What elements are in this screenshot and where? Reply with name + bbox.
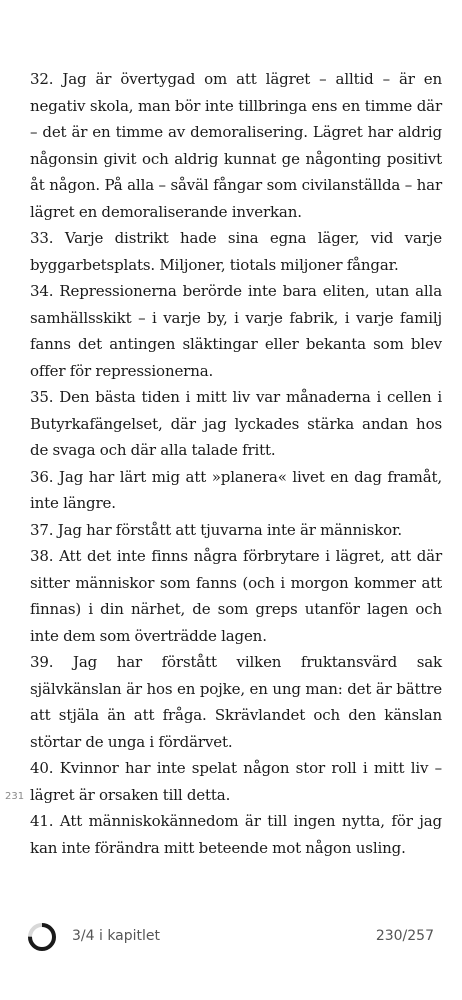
reader-footer [0, 920, 462, 954]
paragraph-37: 37. Jag har förstått att tjuvarna inte är människor. [30, 520, 403, 539]
paragraph-33: 33. Varje distrikt hade sina egna läger, vid varje byggarbetsplats. Miljoner, tiotals miljoner fångar. [30, 229, 442, 274]
paragraph-36: 36. Jag har lärt mig att »planera« livet en dag framåt, inte längre. [30, 467, 442, 512]
chapter-progress-label[interactable]: 3/4 i kapitlet [72, 928, 161, 944]
paragraph-32: 32. Jag är övertygad om att lägret – alltid – är en negativ skola, man bör inte tillbringa ens en timme där – det är en timme av demoralisering. Lägret har aldrig någonsin givit och aldrig kunnat ge någonting positivt åt någon. På alla – såväl fångar som civilanställda – har lägret en demoraliserande inverkan. [30, 70, 442, 221]
paragraph-41: 41. Att människokännedom är till ingen nytta, för jag kan inte förändra mitt beteende mot någon usling. [30, 812, 442, 857]
paragraph-40: 40. Kvinnor har inte spelat någon stor roll i mitt liv – lägret är orsaken till detta. [30, 759, 442, 804]
paragraph-35: 35. Den bästa tiden i mitt liv var månaderna i cellen i Butyrkafängelset, där jag lyckades stärka andan hos de svaga och där alla talade fritt. [30, 388, 442, 459]
margin-page-number: 231 [5, 791, 25, 802]
progress-ring-icon[interactable] [27, 922, 57, 952]
text-column [30, 66, 442, 861]
paragraph-38: 38. Att det inte finns några förbrytare i lägret, att där sitter människor som fanns (och i morgon kommer att finnas) i din närhet, de som greps utanför lagen och inte dem som överträdde lagen. [30, 547, 442, 645]
page-counter[interactable]: 230/257 [375, 928, 434, 944]
paragraph-34: 34. Repressionerna berörde inte bara eliten, utan alla samhällsskikt – i varje by, i varje fabrik, i varje familj fanns det antingen släktingar eller bekanta som blev offer för repressionerna. [30, 282, 442, 380]
paragraph-39: 39. Jag har förstått vilken fruktansvärd sak självkänslan är hos en pojke, en ung man: det är bättre att stjäla än att fråga. Skrävlandet och den känslan störtar de unga i fördärvet. [30, 653, 442, 751]
